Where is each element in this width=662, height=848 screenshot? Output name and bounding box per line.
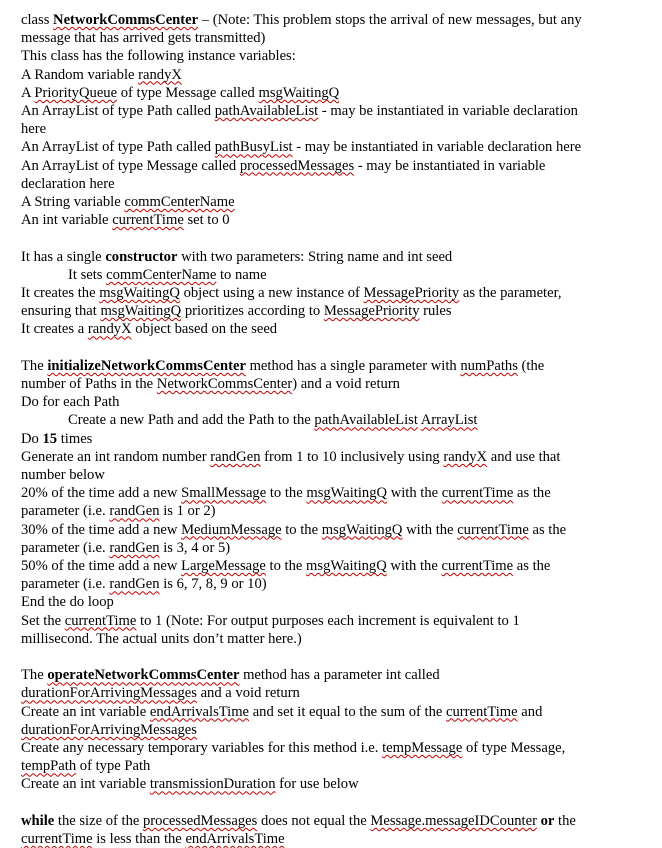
text-line [21, 138, 639, 156]
text-run: to the [281, 521, 322, 538]
spellcheck-flagged-word: msgWaitingQ [306, 558, 387, 575]
text-line [21, 175, 639, 193]
spellcheck-flagged-word: msgWaitingQ [258, 84, 340, 101]
text-run: to the [266, 485, 307, 502]
text-line [21, 320, 639, 338]
text-run: does not equal the [257, 812, 371, 829]
spellcheck-flagged-word: PriorityQueue [34, 84, 118, 101]
text-run: with the [387, 485, 442, 502]
spellcheck-flagged-word: randyX [87, 321, 132, 338]
text-run: method has a parameter int called [239, 667, 440, 684]
spellcheck-flagged-word: NetworkCommsCenter [53, 12, 199, 28]
text-run: - may be instantiated in variable declaration [318, 103, 578, 120]
text-line [21, 375, 639, 393]
text-run: The [21, 667, 48, 684]
spellcheck-flagged-word: operateNetworkCommsCenter [47, 667, 240, 684]
text-line [21, 539, 639, 557]
spellcheck-flagged-word: randyX [138, 66, 182, 83]
spellcheck-flagged-word: durationForArrivingMessages [21, 721, 197, 738]
text-run: parameter (i.e. [21, 503, 110, 520]
spellcheck-flagged-word: transmissionDuration [149, 776, 276, 793]
text-run: Create an int variable [21, 703, 150, 720]
text-line [21, 703, 639, 721]
text-line [21, 557, 639, 575]
text-run: ) and a void return [292, 376, 400, 393]
text-line [21, 521, 639, 539]
text-line [21, 430, 639, 448]
spellcheck-flagged-word: pathAvailableList [314, 412, 418, 429]
spellcheck-flagged-word: currentTime [441, 485, 514, 502]
text-run: and set it equal to the sum of the [249, 703, 447, 720]
text-run: ensuring that [21, 303, 101, 320]
text-run: (the [517, 357, 545, 374]
spellcheck-flagged-word: currentTime [457, 521, 529, 538]
text-run: 20% of the time add a new [21, 485, 182, 502]
text-run: and use that [487, 448, 561, 465]
spellcheck-flagged-word: randGen [109, 576, 160, 593]
text-run: object based on the seed [131, 321, 278, 338]
text-run: – (Note: This problem stops the arrival of new messages, but any [198, 12, 582, 28]
text-run: class [21, 12, 54, 28]
text-run: It has a single [21, 248, 106, 265]
text-line [21, 448, 639, 466]
text-line [21, 193, 639, 211]
text-run: is 3, 4 or 5) [159, 539, 231, 556]
text-run: It sets [68, 266, 107, 283]
text-run: the [554, 812, 576, 829]
text-run: of type Path [76, 758, 151, 775]
spellcheck-flagged-word: currentTime [112, 212, 184, 229]
text-run: with the [402, 521, 458, 538]
text-line [21, 484, 639, 502]
blank-line [21, 648, 639, 666]
text-run: number of Paths in the [21, 376, 157, 393]
document-body [21, 11, 639, 848]
text-line [21, 266, 639, 284]
text-run: A Random variable [21, 66, 139, 83]
text-line [21, 84, 639, 102]
text-line [21, 739, 639, 757]
spellcheck-flagged-word: currentTime [21, 831, 93, 848]
text-run: times [57, 430, 93, 447]
text-line [21, 575, 639, 593]
text-line [21, 612, 639, 630]
text-line [21, 775, 639, 793]
text-line [21, 721, 639, 739]
text-run: for use below [275, 776, 359, 793]
text-run: of type Message called [117, 84, 259, 101]
text-line [21, 466, 639, 484]
text-run: is 1 or 2) [159, 503, 216, 520]
text-run: An ArrayList of type Message called [21, 157, 240, 174]
blank-line [21, 229, 639, 247]
text-run: - may be instantiated in variable declaration here [292, 139, 582, 156]
text-run: A String variable [21, 194, 125, 211]
spellcheck-flagged-word: Message.messageIDCounter [370, 812, 537, 829]
text-line [21, 66, 639, 84]
spellcheck-flagged-word: endArrivalsTime [185, 831, 285, 848]
text-run: 30% of the time add a new [21, 521, 182, 538]
text-run: as the [513, 558, 551, 575]
text-line [21, 284, 639, 302]
spellcheck-flagged-word: ArrayList [420, 412, 478, 429]
text-run: declaration here [21, 175, 115, 192]
text-run: as the parameter, [459, 285, 562, 302]
text-run: method has a single parameter with [245, 357, 461, 374]
text-run: A [21, 84, 35, 101]
spellcheck-flagged-word: commCenterName [124, 194, 235, 211]
text-run: with two parameters: String name and int seed [177, 248, 453, 265]
text-run: to name [216, 266, 267, 283]
spellcheck-flagged-word: randyX [443, 448, 488, 465]
spellcheck-flagged-word: durationForArrivingMessages [21, 685, 197, 702]
text-run: millisecond. The actual units don’t matter here.) [21, 630, 302, 647]
text-line [21, 120, 639, 138]
text-run: as the [528, 521, 567, 538]
bold-text: constructor [105, 248, 178, 265]
text-run: Do [21, 430, 43, 447]
spellcheck-flagged-word: MessagePriority [323, 303, 420, 320]
text-run: An ArrayList of type Path called [21, 103, 215, 120]
text-run: message that has arrived gets transmitted) [21, 30, 266, 47]
text-line [21, 157, 639, 175]
text-line [21, 393, 639, 411]
spellcheck-flagged-word: commCenterName [106, 266, 217, 283]
text-run: Create an int variable [21, 776, 150, 793]
text-run: This class has the following instance variables: [21, 48, 296, 65]
spellcheck-flagged-word: msgWaitingQ [321, 521, 403, 538]
text-line [21, 11, 639, 29]
text-line [21, 302, 639, 320]
spellcheck-flagged-word: msgWaitingQ [100, 303, 182, 320]
text-line [21, 211, 639, 229]
bold-text: 15 [42, 430, 58, 447]
text-line [21, 357, 639, 375]
text-run: Do for each Path [21, 394, 120, 411]
spellcheck-flagged-word: processedMessages [143, 812, 258, 829]
spellcheck-flagged-word: msgWaitingQ [306, 485, 388, 502]
text-line [21, 47, 639, 65]
text-run: Generate an int random number [21, 448, 211, 465]
text-run: number below [21, 467, 105, 484]
text-line [21, 630, 639, 648]
text-run: The [21, 357, 48, 374]
spellcheck-flagged-word: currentTime [441, 558, 514, 575]
text-run: from 1 to 10 inclusively using [260, 448, 444, 465]
text-run: An ArrayList of type Path called [21, 139, 215, 156]
spellcheck-flagged-word: processedMessages [239, 157, 355, 174]
spellcheck-flagged-word: currentTime [64, 612, 137, 629]
spellcheck-flagged-word: randGen [210, 448, 261, 465]
spellcheck-flagged-word: randGen [109, 503, 160, 520]
text-line [21, 757, 639, 775]
spellcheck-flagged-word: randGen [109, 539, 160, 556]
text-line [21, 684, 639, 702]
spellcheck-flagged-word: numPaths [460, 357, 518, 374]
spellcheck-flagged-word: endArrivalsTime [149, 703, 250, 720]
text-line [21, 411, 639, 429]
text-run: rules [419, 303, 452, 320]
spellcheck-flagged-word: SmallMessage [181, 485, 267, 502]
text-line [21, 29, 639, 47]
text-line [21, 502, 639, 520]
spellcheck-flagged-word: tempPath [21, 758, 77, 775]
text-run: An int variable [21, 212, 113, 229]
text-run: Create any necessary temporary variables for this method i.e. [21, 740, 383, 757]
text-run: with the [386, 558, 442, 575]
text-run: It creates a [21, 321, 88, 338]
text-run: of type Message, [462, 740, 566, 757]
text-run: and a void return [196, 685, 300, 702]
spellcheck-flagged-word: LargeMessage [181, 558, 266, 575]
text-run: as the [513, 485, 551, 502]
text-line [21, 248, 639, 266]
text-run: and [517, 703, 543, 720]
text-line [21, 593, 639, 611]
spellcheck-flagged-word: tempMessage [382, 740, 463, 757]
text-run: to the [265, 558, 307, 575]
spellcheck-flagged-word: MessagePriority [363, 285, 460, 302]
text-run: set to 0 [183, 212, 230, 229]
text-run: object using a new instance of [179, 285, 364, 302]
text-run: parameter (i.e. [21, 576, 110, 593]
text-run: Create a new Path and add the Path to the [68, 412, 315, 429]
text-line [21, 830, 639, 848]
text-line [21, 812, 639, 830]
bold-text: while [21, 812, 55, 829]
text-run: is 6, 7, 8, 9 or 10) [159, 576, 267, 593]
text-run: the size of the [54, 812, 143, 829]
text-line [21, 102, 639, 120]
blank-line [21, 339, 639, 357]
text-run: It creates the [21, 285, 100, 302]
text-run: parameter (i.e. [21, 539, 110, 556]
spellcheck-flagged-word: msgWaitingQ [99, 285, 180, 302]
bold-text: or [540, 812, 555, 829]
spellcheck-flagged-word: pathBusyList [214, 139, 293, 156]
text-run: to 1 (Note: For output purposes each increment is equivalent to 1 [136, 612, 520, 629]
blank-line [21, 794, 639, 812]
text-run: is less than the [92, 831, 186, 848]
spellcheck-flagged-word: MediumMessage [181, 521, 282, 538]
spellcheck-flagged-word: initializeNetworkCommsCenter [47, 357, 246, 374]
text-run: Set the [21, 612, 65, 629]
text-run: prioritizes according to [181, 303, 324, 320]
text-run: here [21, 121, 47, 138]
text-run: 50% of the time add a new [21, 558, 182, 575]
text-run: End the do loop [21, 594, 114, 611]
spellcheck-flagged-word: pathAvailableList [214, 103, 319, 120]
text-line [21, 666, 639, 684]
spellcheck-flagged-word: currentTime [446, 703, 518, 720]
spellcheck-flagged-word: NetworkCommsCenter [156, 376, 293, 393]
text-run: - may be instantiated in variable [354, 157, 546, 174]
